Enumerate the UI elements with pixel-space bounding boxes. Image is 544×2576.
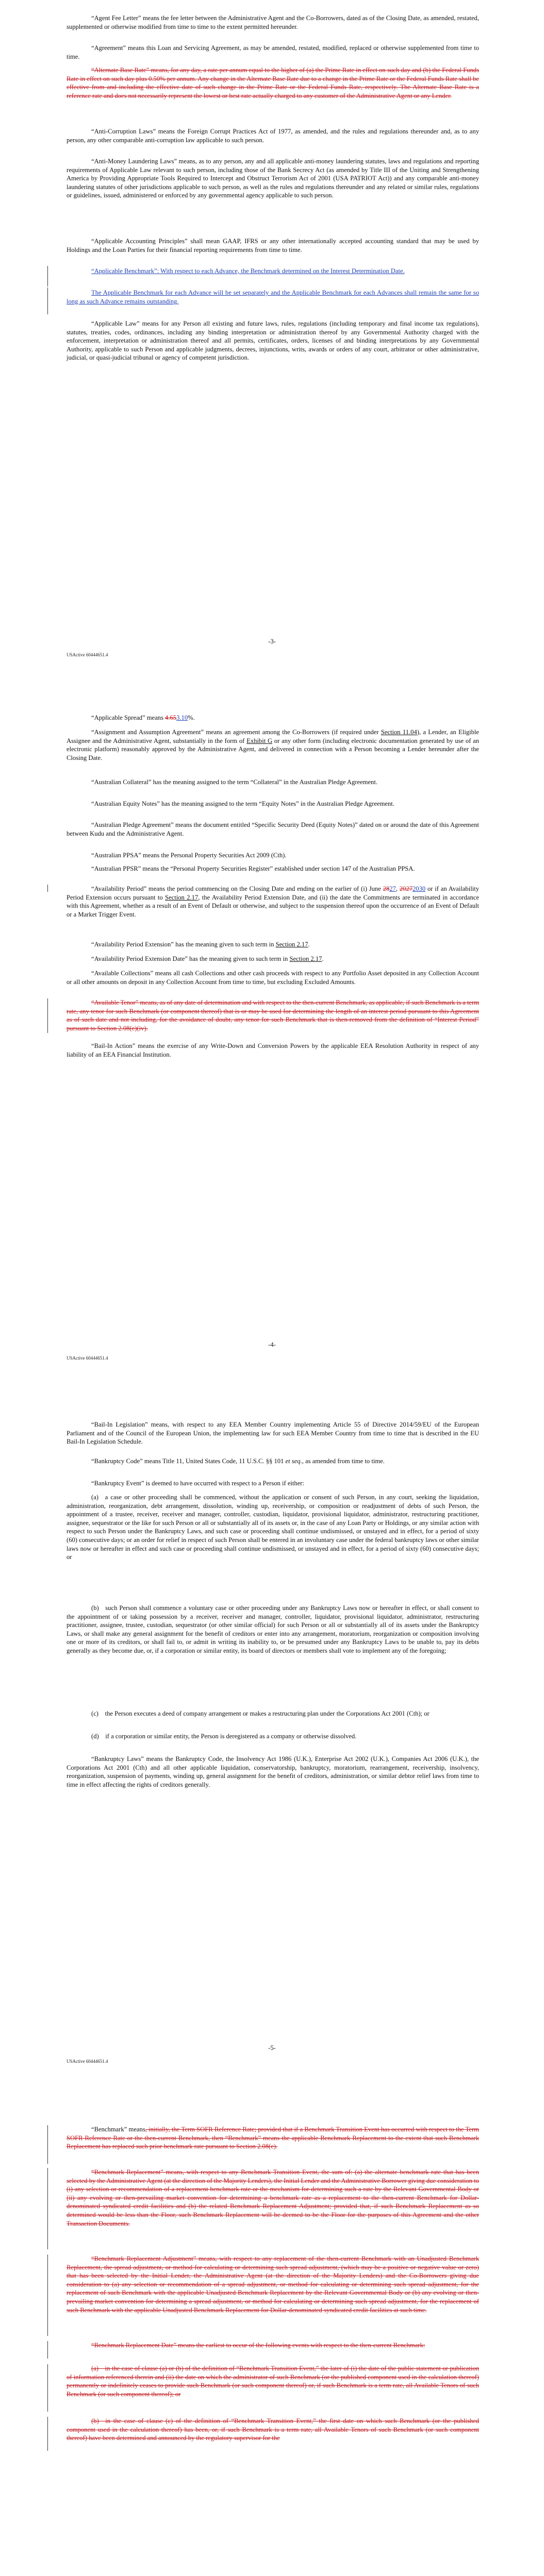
page-gap	[0, 670, 544, 701]
document-id: USActive 60444651.4	[67, 2059, 108, 2064]
def-available-tenor-deleted: “Available Tenor” means, as of any date of determination and with respect to the then-current Benchmark, as applicable, if such Benchmark is a term rate, any tenor for such Benchmark (or component thereof) that is or may be used for determining the length of an interest period pursuant to this Agreement as of such date and not including, for the avoidance of doubt, any tenor for such Benchmark that is then-removed from the definition of “Interest Period” pursuant to Section 2.08(e)(iv).	[67, 999, 479, 1032]
def-bankruptcy-event: “Bankruptcy Event” is deemed to have occurred with respect to a Person if either:	[91, 1480, 304, 1487]
def-australian-equity-notes: “Australian Equity Notes” has the meaning assigned to the term “Equity Notes” in the Australian Pledge Agreement.	[91, 800, 394, 807]
def-bail-in-legislation: “Bail-In Legislation” means, with respect to any EEA Member Country implementing Article 55 of Directive 2014/59/EU of the European Parliament and of the Council of the European Union, the implementing law for such EEA Member Country from time to time that is described in the EU Bail-In Legislation Schedule.	[67, 1421, 479, 1446]
def-bankruptcy-code: “Bankruptcy Code” means Title 11, United States Code, 11 U.S.C. §§ 101 et seq., as amended from time to time.	[91, 1458, 385, 1465]
change-bar	[47, 2255, 48, 2336]
def-alternate-base-rate-deleted: “Alternate Base Rate” means, for any day, a rate per annum equal to the higher of (a) the Prime Rate in effect on such day and (b) the Federal Funds Rate in effect on such day plus 0.50% per annum. Any change in the Alternate Base Rate due to a change in the Prime Rate or the Federal Funds Rate shall be effective from and including the effective date of such change in the Prime Rate or the Federal Funds Rate, respectively. The Alternate Base Rate is a reference rate and does not necessarily represent the lowest or best rate actually charged to any customer of the Administrative Agent or any Lender.	[67, 66, 479, 99]
document-id: USActive 60444651.4	[67, 652, 108, 657]
def-availability-period-extension: “Availability Period Extension” has the meaning given to such term in Section 2.17.	[91, 941, 310, 948]
def-benchmark-replacement-adjustment-deleted: “Benchmark Replacement Adjustment” means, with respect to any replacement of the then-current Benchmark with an Unadjusted Benchmark Replacement, the spread adjustment, or method for calculating or determining such spread adjustment, (which may be a positive or negative value or zero) that has been selected by the Initial Lender, the Administrative Agent (at the direction of the Majority Lenders) and the Co-Borrowers giving due consideration to (a) any selection or recommendation of a spread adjustment, or method for calculating or determining such spread adjustment, for the replacement of such Benchmark with the applicable Unadjusted Benchmark Replacement by the Relevant Governmental Body or (b) any evolving or then-prevailing market convention for determining a spread adjustment, or method for calculating or determining such spread adjustment, for the replacement of such Benchmark with the applicable Unadjusted Benchmark Replacement for Dollar-denominated syndicated credit facilities at such time.	[67, 2255, 479, 2314]
document-id: USActive 60444651.4	[67, 1355, 108, 1361]
def-applicable-benchmark-inserted: “Applicable Benchmark”: With respect to each Advance, the Benchmark determined on the Interest Determination Date.	[91, 267, 405, 275]
def-available-collections: “Available Collections” means all cash Collections and other cash proceeds with respect to any Portfolio Asset deposited in any Collection Account or all other amounts on deposit in any Collection Account from time to time, but excluding Excluded Amounts.	[67, 970, 479, 986]
def-australian-ppsr: “Australian PPSR” means the “Personal Property Securities Register” established under section 147 of the Australian PPSA.	[91, 865, 415, 872]
def-applicable-spread: “Applicable Spread” means 4.653.10%.	[91, 714, 195, 721]
bankruptcy-event-clause-c: (c) the Person executes a deed of company arrangement or makes a restructuring plan under the Corporations Act 2001 (Cth); or	[91, 1710, 430, 1717]
def-bankruptcy-laws: “Bankruptcy Laws” means the Bankruptcy Code, the Insolvency Act 1986 (U.K.), Enterprise Act 2002 (U.K.), Companies Act 2006 (U.K.), the Corporations Act 2001 (Cth) and all other applicable liquidation, conservatorship, bankruptcy, moratorium, rearrangement, receivership, insolvency, reorganization, suspension of payments, winding up, general assignment for the benefit of creditors, administration, or similar debtor relief laws from time to time in effect affecting the rights of creditors generally.	[67, 1755, 479, 1788]
page-number: -4-	[268, 1341, 276, 1348]
page-gap	[0, 1373, 544, 1404]
def-agent-fee-letter: “Agent Fee Letter” means the fee letter between the Administrative Agent and the Co-Borrowers, dated as of the Closing Date, as amended, restated, supplemented or otherwise modified from time to time to the extent permitted hereunder.	[67, 14, 479, 30]
applicable-benchmark-rule-inserted: The Applicable Benchmark for each Advance will be set separately and the Applicable Benchmark for each Advances shall remain the same for so long as such Advance remains outstanding.	[67, 289, 479, 305]
def-applicable-law: “Applicable Law” means for any Person all existing and future laws, rules, regulations (including temporary and final income tax regulations), statutes, treaties, codes, ordinances, including any binding interpretation or administration thereof by any Governmental Authority charged with the enforcement, interpretation or administration thereof and all permits, certificates, orders, licenses of and binding interpretations by any Governmental Authority, applicable to such Person and applicable judgments, decrees, injunctions, writs, awards or orders of any court, arbitrator or other administrative, judicial, or quasi-judicial tribunal or agency of competent jurisdiction.	[67, 320, 479, 362]
def-agreement: “Agreement” means this Loan and Servicing Agreement, as may be amended, restated, modified, replaced or otherwise supplemented from time to time.	[67, 44, 479, 60]
def-anti-corruption-laws: “Anti-Corruption Laws” means the Foreign Corrupt Practices Act of 1977, as amended, and the rules and regulations thereunder and, as to any person, any other comparable anti-corruption law applicable to such person.	[67, 128, 479, 144]
change-bar	[47, 2125, 48, 2164]
def-benchmark: “Benchmark” means, initially, the Term SOFR Reference Rate; provided that if a Benchmark Transition Event has occurred with respect to the Term SOFR Reference Rate or the then-current Benchmark, then “Benchmark” means the applicable Benchmark Replacement to the extent that such Benchmark Replacement has replaced such prior benchmark rate pursuant to Section 2.08(e).	[67, 2126, 479, 2150]
def-benchmark-replacement-date-deleted: “Benchmark Replacement Date” means the earliest to occur of the following events with respect to the then-current Benchmark:	[91, 2342, 425, 2349]
bankruptcy-event-clause-a: (a) a case or other proceeding shall be commenced, without the application or consent of such Person, in any court, seeking the liquidation, administration, reorganization, debt arrangement, dissolution, winding up, receivership, or composition or readjustment of debts of such Person, the appointment of a trustee, receiver, receiver and manager, controller, custodian, liquidator, provisional liquidator, administrator, restructuring practitioner, assignee, sequestrator or the like for such Person or all or substantially all of its assets or, in the case of any Loan Party or Holdings, or any similar action with respect to such Person under the Bankruptcy Laws, and such case or proceeding shall continue undismissed, or unstayed and in effect, for a period of sixty (60) consecutive days; or an order for relief in respect of such Person shall be entered in an involuntary case under the federal bankruptcy laws or other similar laws now or hereafter in effect and such case or proceeding shall continue undismissed, or unstayed and in effect, for a period of sixty (60) consecutive days; or	[67, 1494, 479, 1561]
def-bail-in-action: “Bail-In Action” means the exercise of any Write-Down and Conversion Powers by the applicable EEA Resolution Authority in respect of any liability of an EEA Financial Institution.	[67, 1042, 479, 1058]
change-bar	[47, 2364, 48, 2412]
change-bar	[47, 2168, 48, 2249]
bankruptcy-event-clause-d: (d) if a corporation or similar entity, the Person is deregistered as a company or otherwise dissolved.	[91, 1733, 357, 1740]
page-number: -3-	[268, 638, 276, 645]
page-6	[0, 2110, 544, 2576]
page-3	[0, 0, 544, 703]
def-availability-period: “Availability Period” means the period commencing on the Closing Date and ending on the earlier of (i) June 2827, 20272030 or if an Availability Period Extension occurs pursuant to Section 2.17, the Availability Period Extension Date, and (ii) the date the Commitments are terminated in accordance with this Agreement, whether as a result of an Event of Default or otherwise, and subject to the suspension thereof upon the occurrence of an Event of Default or a Market Trigger Event.	[67, 885, 480, 918]
change-bar	[47, 2417, 48, 2451]
change-bar	[47, 998, 48, 1033]
def-benchmark-replacement-deleted: “Benchmark Replacement” means, with respect to any Benchmark Transition Event, the sum of: (a) the alternate benchmark rate that has been selected by the Administrative Agent (at the direction of the Majority Lenders), the Initial Lender and the Administrative Borrower giving due consideration to (i) any selection or recommendation of a replacement benchmark rate or the mechanism for determining such a rate by the Relevant Governmental Body or (ii) any evolving or then-prevailing market convention for determining a benchmark rate as a replacement to the then-current Benchmark for Dollar-denominated syndicated credit facilities and (b) the related Benchmark Replacement Adjustment; provided that, if such Benchmark Replacement as so determined would be less than the Floor, such Benchmark Replacement will be deemed to be the Floor for the purposes of this Agreement and the other Transaction Documents.	[67, 2168, 479, 2227]
def-assignment-and-assumption-agreement: “Assignment and Assumption Agreement” means an agreement among the Co-Borrowers (if required under Section 11.04), a Lender, an Eligible Assignee and the Administrative Agent, substantially in the form of Exhibit G or any other form (including electronic documentation generated by use of an electronic platform) reasonably approved by the Administrative Agent, and delivered in connection with a Person becoming a Lender hereunder after the Closing Date.	[67, 728, 480, 761]
change-bar	[47, 287, 48, 314]
def-australian-collateral: “Australian Collateral” has the meaning assigned to the term “Collateral” in the Australian Pledge Agreement.	[91, 778, 377, 786]
change-bar	[47, 885, 48, 892]
page-gap	[0, 2076, 544, 2107]
change-bar	[47, 2341, 48, 2359]
bankruptcy-event-clause-b: (b) such Person shall commence a voluntary case or other proceeding under any Bankruptcy Laws now or hereafter in effect, or shall consent to the appointment of or taking possession by a receiver, receiver and manager, controller, liquidator, provisional liquidator, administrator, restructuring practitioner, assignee, trustee, custodian, sequestrator (or other similar official) for such Person or all or substantially all of its assets under the Bankruptcy Laws, or shall make any general assignment for the benefit of creditors or enter into any arrangement, moratorium, reorganization or composition involving one or more of its creditors, or shall fail to, or admit in writing its inability to, or be presumed under any Bankruptcy Laws to be unable to, pay its debts generally as they become due, or, if a corporation or similar entity, its board of directors or members shall vote to implement any of the foregoing;	[67, 1604, 479, 1654]
benchmark-replacement-date-clause-b-deleted: (b) in the case of clause (c) of the definition of “Benchmark Transition Event,” the first date on which such Benchmark (or the published component used in the calculation thereof) has been, or, if such Benchmark is a term rate, all Available Tenors of such Benchmark (or such component thereof) have been determined and announced by the regulatory supervisor for the	[67, 2417, 479, 2442]
page-number: -5-	[268, 2044, 276, 2052]
benchmark-replacement-date-clause-a-deleted: (a) in the case of clause (a) or (b) of the definition of “Benchmark Transition Event,” the later of (i) the date of the public statement or publication of information referenced therein and (ii) the date on which the administrator of such Benchmark (or the published component used in the calculation thereof) permanently or indefinitely ceases to provide such Benchmark (or such component thereof) or, if such Benchmark is a term rate, all Available Tenors of such Benchmark (or such component thereof); or	[67, 2365, 479, 2398]
page-4	[0, 703, 544, 1406]
def-australian-pledge-agreement: “Australian Pledge Agreement” means the document entitled “Specific Security Deed (Equity Notes)” dated on or around the date of this Agreement between Kudu and the Administrative Agent.	[67, 821, 479, 837]
def-applicable-accounting-principles: “Applicable Accounting Principles” shall mean GAAP, IFRS or any other internationally accepted accounting standard that may be used by Holdings and the Loan Parties for their financial reporting requirements from time to time.	[67, 238, 479, 253]
def-availability-period-extension-date: “Availability Period Extension Date” has the meaning given to such term in Section 2.17.	[91, 955, 324, 962]
def-anti-money-laundering-laws: “Anti-Money Laundering Laws” means, as to any person, any and all applicable anti-money laundering statutes, laws and regulations and reporting requirements of Applicable Law relevant to such person, including those of the Bank Secrecy Act (as amended by Title III of the Uniting and Strengthening America by Providing Appropriate Tools Required to Intercept and Obstruct Terrorism Act of 2001 (USA PATRIOT Act)) and any comparable anti-money laundering statutes of other jurisdictions applicable to such person, as well as the rules and regulations thereunder and any related or similar rules, regulations or guidelines, issued, administered or enforced by any governmental agency applicable to such person.	[67, 158, 479, 199]
def-australian-ppsa: “Australian PPSA” means the Personal Property Securities Act 2009 (Cth).	[91, 852, 287, 859]
page-5	[0, 1406, 544, 2110]
change-bar	[47, 266, 48, 286]
